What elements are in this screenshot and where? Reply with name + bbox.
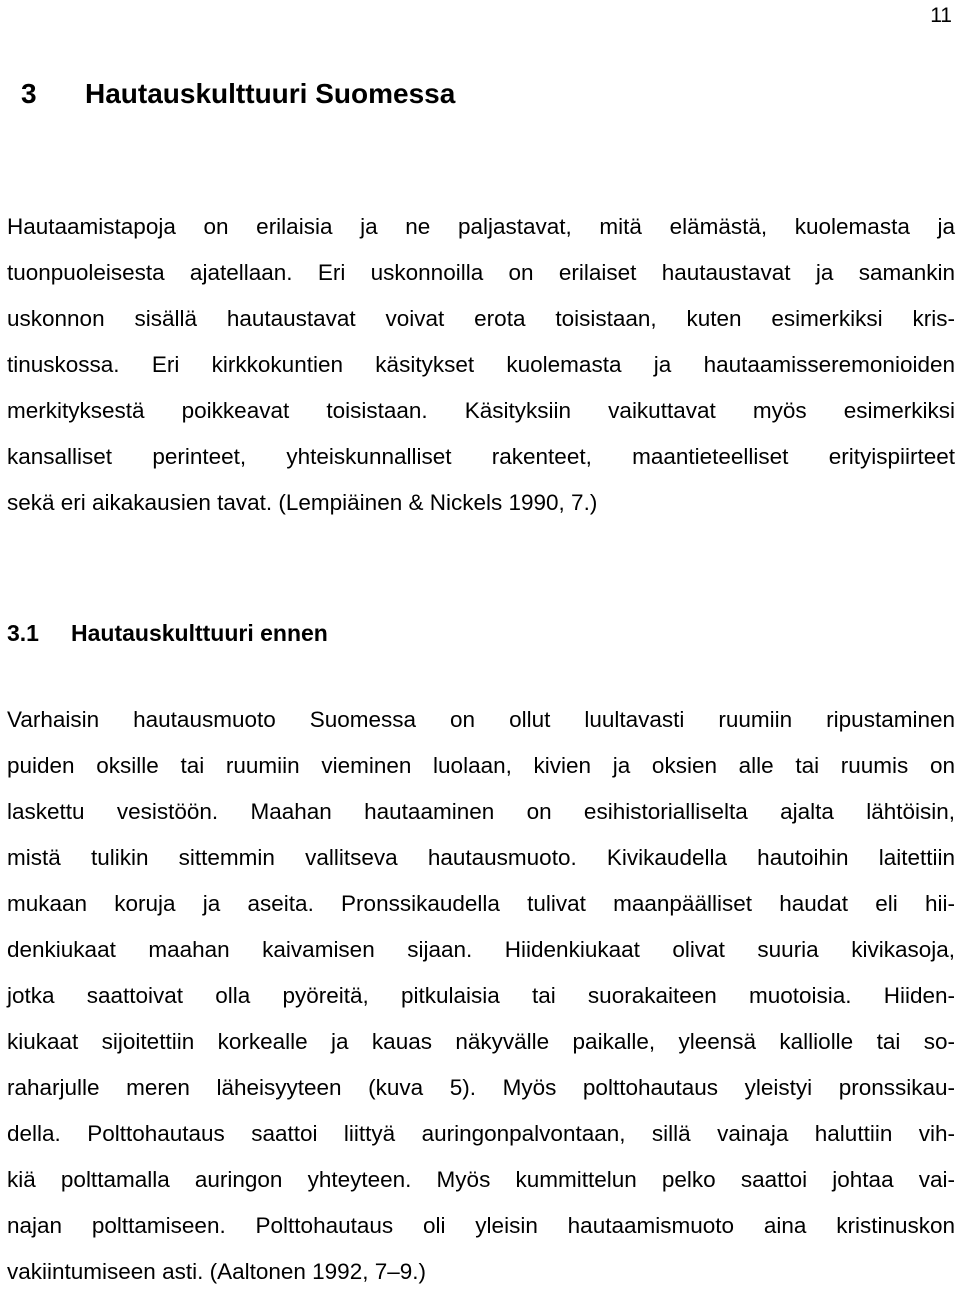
page-number: 11 [930, 4, 952, 27]
paragraph-line: Hautaamistapoja on erilaisia ja ne paljastavat, mitä elämästä, kuolemasta ja [7, 214, 955, 239]
paragraph-line: kansalliset perinteet, yhteiskunnalliset rakenteet, maantieteelliset erityispiirteet [7, 444, 955, 469]
paragraph-line: della. Polttohautaus saattoi liittyä auringonpalvontaan, sillä vainaja haluttiin vih- [7, 1121, 955, 1146]
section-paragraph [7, 697, 955, 1295]
paragraph-line: mukaan koruja ja aseita. Pronssikaudella tulivat maanpäälliset haudat eli hii- [7, 891, 955, 916]
section-title: Hautauskulttuuri ennen [71, 620, 328, 646]
paragraph-line: najan polttamiseen. Polttohautaus oli yleisin hautaamismuoto aina kristinuskon [7, 1213, 955, 1238]
paragraph-line: kiä polttamalla auringon yhteyteen. Myös kummittelun pelko saattoi johtaa vai- [7, 1167, 955, 1192]
paragraph-line: laskettu vesistöön. Maahan hautaaminen on esihistorialliselta ajalta lähtöisin, [7, 799, 955, 824]
paragraph-line: sekä eri aikakausien tavat. (Lempiäinen & Nickels 1990, 7.) [7, 490, 598, 515]
paragraph-line: vakiintumiseen asti. (Aaltonen 1992, 7–9.) [7, 1259, 426, 1284]
section-heading [7, 618, 328, 648]
paragraph-line: puiden oksille tai ruumiin vieminen luolaan, kivien ja oksien alle tai ruumis on [7, 753, 955, 778]
paragraph-line: jotka saattoivat olla pyöreitä, pitkulaisia tai suorakaiteen muotoisia. Hiiden- [7, 983, 955, 1008]
paragraph-line: kiukaat sijoitettiin korkealle ja kauas näkyvälle paikalle, yleensä kalliolle tai so- [7, 1029, 955, 1054]
paragraph-line: denkiukaat maahan kaivamisen sijaan. Hiidenkiukaat olivat suuria kivikasoja, [7, 937, 955, 962]
paragraph-line: raharjulle meren läheisyyteen (kuva 5). Myös polttohautaus yleistyi pronssikau- [7, 1075, 955, 1100]
chapter-title: Hautauskulttuuri Suomessa [85, 78, 456, 109]
paragraph-line: tuonpuoleisesta ajatellaan. Eri uskonnoilla on erilaiset hautaustavat ja samankin [7, 260, 955, 285]
chapter-heading [21, 76, 455, 112]
paragraph-line: tinuskossa. Eri kirkkokuntien käsitykset kuolemasta ja hautaamisseremonioiden [7, 352, 955, 377]
paragraph-line: mistä tulikin sittemmin vallitseva hautausmuoto. Kivikaudella hautoihin laitettiin [7, 845, 955, 870]
intro-paragraph [7, 204, 955, 526]
paragraph-line: uskonnon sisällä hautaustavat voivat erota toisistaan, kuten esimerkiksi kris- [7, 306, 955, 331]
section-number: 3.1 [7, 620, 39, 646]
chapter-number: 3 [21, 78, 37, 109]
paragraph-line: merkityksestä poikkeavat toisistaan. Käsityksiin vaikuttavat myös esimerkiksi [7, 398, 955, 423]
paragraph-line: Varhaisin hautausmuoto Suomessa on ollut luultavasti ruumiin ripustaminen [7, 707, 955, 732]
